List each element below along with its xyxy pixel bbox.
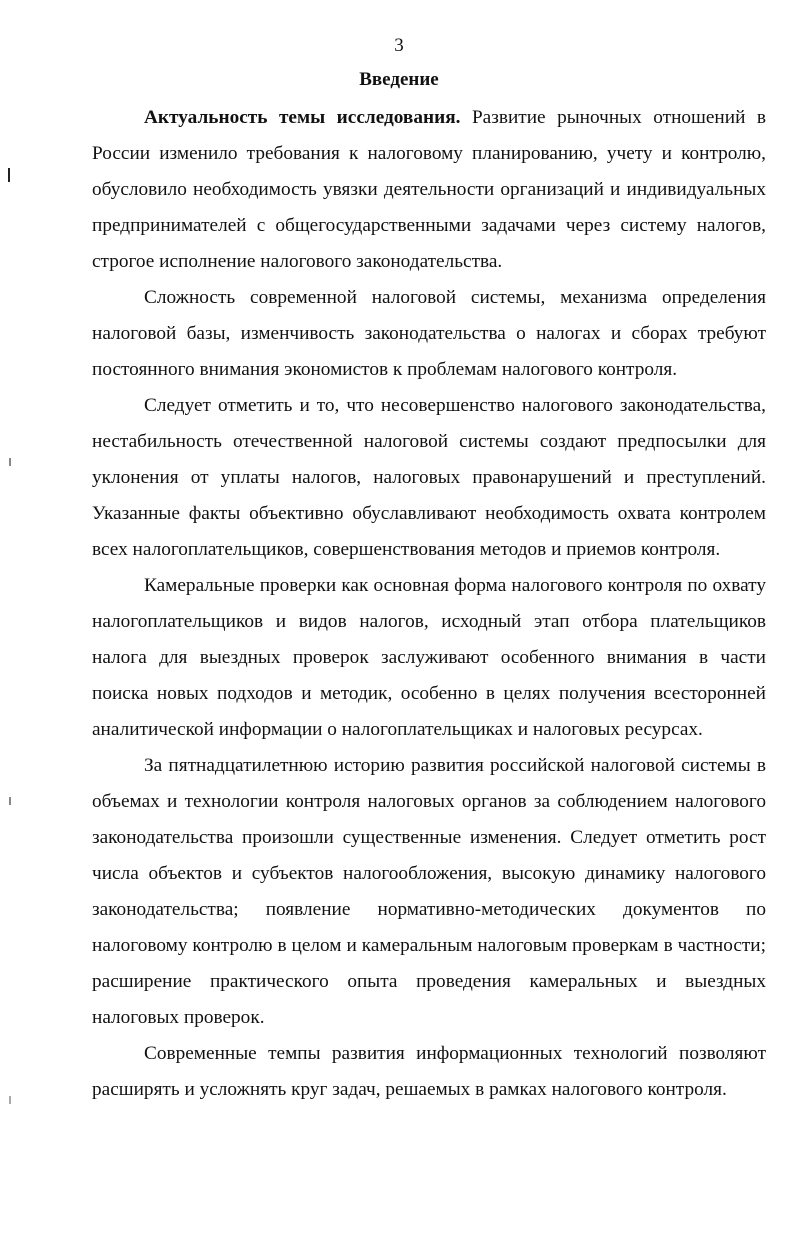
scan-mark-1 <box>8 168 10 182</box>
paragraph-1-lead: Актуальность темы исследования. <box>144 107 461 128</box>
paragraph-4: Камеральные проверки как основная форма налогового контроля по охвату налогоплательщиков и видов налогов, исходный этап отбора плательщиков налога для выездных проверок заслуживают особенного внимания в части поиска новых подходов и методик, особенно в целях получения всесторонней аналитической информации о налогоплательщиках и налоговых ресурсах. <box>92 575 766 740</box>
paragraph-2: Сложность современной налоговой системы, механизма определения налоговой базы, изменчивость законодательства о налогах и сборах требуют постоянного внимания экономистов к проблемам налогового контроля. <box>92 287 766 380</box>
paragraph-1 <box>92 100 766 280</box>
scan-mark-4 <box>9 1096 11 1104</box>
scan-mark-3 <box>9 797 11 805</box>
body-text <box>92 100 766 1108</box>
paragraph-1-text: Развитие рыночных отношений в России изменило требования к налоговому планированию, учету и контролю, обусловило необходимость увязки деятельности организаций и индивидуальных предпринимателей с общегосударственными задачами через систему налогов, строгое исполнение налогового законодательства. <box>92 107 766 272</box>
page-number: 3 <box>394 35 404 56</box>
section-title: Введение <box>359 69 439 90</box>
paragraph-3: Следует отметить и то, что несовершенство налогового законодательства, нестабильность отечественной налоговой системы создают предпосылки для уклонения от уплаты налогов, налоговых правонарушений и преступлений. Указанные факты объективно обуславливают необходимость охвата контролем всех налогоплательщиков, совершенствования методов и приемов контроля. <box>92 395 766 560</box>
paragraph-6: Современные темпы развития информационных технологий позволяют расширять и усложнять круг задач, решаемых в рамках налогового контроля. <box>92 1043 766 1100</box>
paragraph-5: За пятнадцатилетнюю историю развития российской налоговой системы в объемах и технологии контроля налоговых органов за соблюдением налогового законодательства произошли существенные изменения. Следует отметить рост числа объектов и субъектов налогообложения, высокую динамику налогового законодательства; появление нормативно-методических документов по налоговому контролю в целом и камеральным налоговым проверкам в частности; расширение практического опыта проведения камеральных и выездных налоговых проверок. <box>92 755 766 1028</box>
scan-mark-2 <box>9 458 11 466</box>
